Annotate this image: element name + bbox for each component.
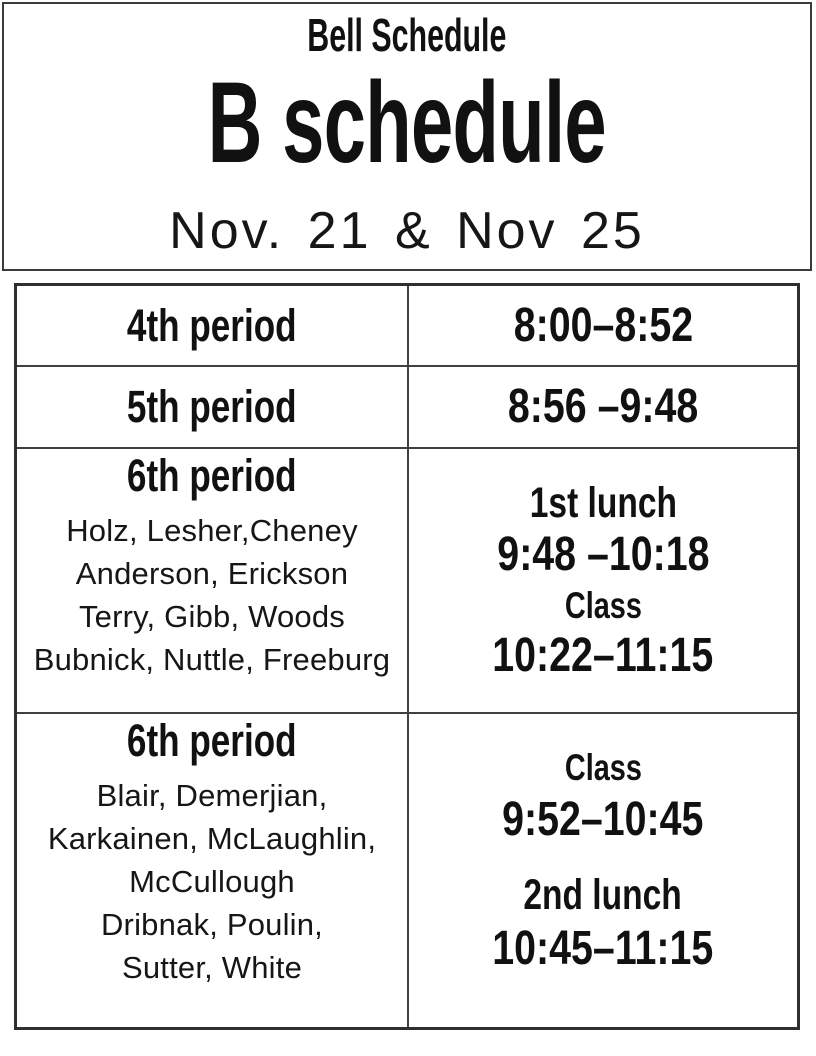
time-range: 9:48 –10:18 [496,527,710,581]
teacher-names: McCullough [129,863,295,899]
time-cell-first-lunch [409,449,797,714]
teacher-names: Blair, Demerjian, [96,777,328,813]
period-cell-4th [17,286,409,367]
schedule-table [14,283,800,1030]
period-label: 6th period [127,450,297,501]
period-label: 4th period [127,299,297,351]
time-cell-5th [409,367,797,449]
time-range: 10:22–11:15 [492,628,714,682]
time-range: 8:56 –9:48 [507,380,699,433]
time-range: 8:00–8:52 [513,298,693,352]
teacher-names: Karkainen, McLaughlin, [47,820,377,856]
header-dates: Nov. 21 & Nov 25 [169,202,645,260]
teacher-names: Anderson, Erickson [75,555,349,591]
period-cell-6th-second-lunch [17,714,409,1027]
teacher-names: Terry, Gibb, Woods [78,598,346,634]
lunch-label: 2nd lunch [523,870,683,919]
teacher-names: Holz, Lesher,Cheney [66,512,358,548]
class-label: Class [564,584,642,626]
teacher-list [48,774,376,989]
period-cell-6th-first-lunch [17,449,409,714]
bell-schedule-header [2,2,812,271]
class-label: Class [564,746,642,788]
time-range: 9:52–10:45 [502,792,704,846]
period-cell-5th [17,367,409,449]
teacher-names: Bubnick, Nuttle, Freeburg [33,641,391,677]
header-title-row [105,59,709,187]
page-title: B schedule [207,59,607,187]
time-range: 10:45–11:15 [492,921,714,975]
time-cell-4th [409,286,797,367]
lunch-label: 1st lunch [529,478,677,527]
teacher-names: Dribnak, Poulin, [100,906,324,942]
teacher-list [34,509,391,681]
period-label: 5th period [127,381,297,433]
header-kicker-row [256,9,558,61]
period-label: 6th period [127,715,297,766]
header-kicker: Bell Schedule [307,9,507,61]
teacher-names: Sutter, White [121,949,303,985]
time-cell-second-lunch [409,714,797,1027]
